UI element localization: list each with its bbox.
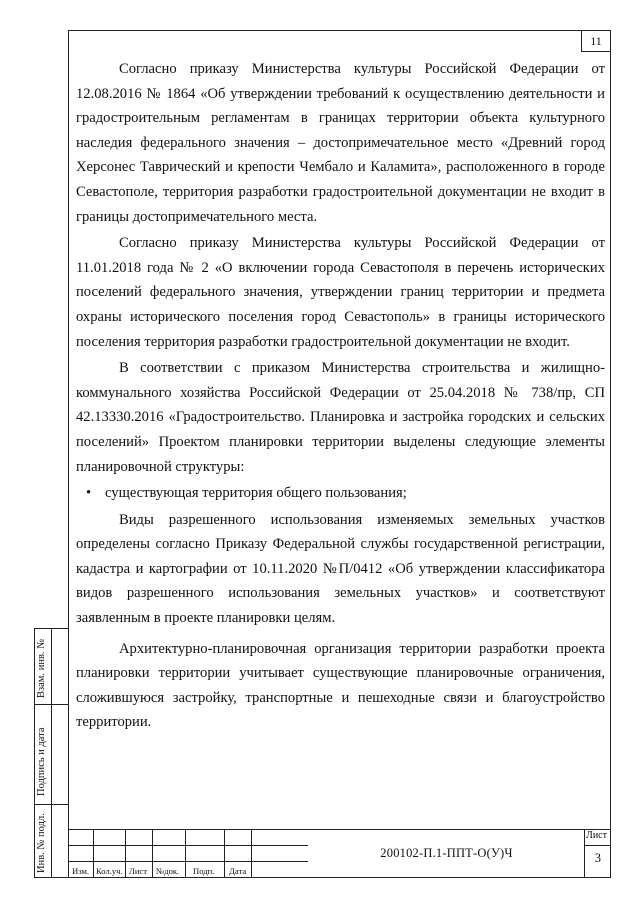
paragraph-5: Архитектурно-планировочная организация территории разработки проекта планировки территории учитывает существующие планировочные ограничения, сложившуюся застройку, транспортные и пешеходные связи и благоустройство территории. — [76, 640, 605, 731]
page-number: 11 — [581, 30, 611, 52]
bullet-icon: • — [86, 485, 92, 502]
document-code: 200102-П.1-ППТ-О(У)Ч — [380, 846, 513, 860]
bullet-item — [76, 481, 605, 506]
title-block — [68, 829, 611, 878]
side-label-podpis: Подпись и дата — [36, 727, 47, 796]
document-body — [76, 57, 605, 737]
sheet-label: Лист — [586, 830, 607, 841]
paragraph-1: Согласно приказу Министерства культуры Российской Федерации от 12.08.2016 № 1864 «Об утверждении требований к осуществлению деятельности и градостроительным регламентам в границах территории объекта культурного наследия федерального значения – достопримечательное место «Древний город Херсонес Таврический и крепости Чембало и Каламита», расположенного в городе Севастополе, территория разработки градостроительной документации не входит в границы достопримечательного места. — [76, 61, 605, 225]
stamp-label-list: Лист — [129, 866, 147, 876]
side-stamp — [34, 628, 68, 878]
bullet-text: существующая территория общего пользования; — [105, 485, 407, 502]
side-label-inv: Инв. № подл. — [36, 813, 47, 873]
stamp-label-data: Дата — [229, 866, 247, 876]
stamp-label-kolych: Кол.уч. — [96, 866, 123, 876]
side-value-column — [51, 628, 69, 878]
sheet-number: 3 — [594, 851, 601, 865]
stamp-label-ndok: №док. — [156, 866, 180, 876]
stamp-label-podp: Подп. — [193, 866, 215, 876]
paragraph-4: Виды разрешенного использования изменяемых земельных участков определены согласно Приказу Федеральной службы государственной регистрации, кадастра и картографии от 10.11.2020 №П/0412 «Об утверждении классификатора видов разрешенного использования земельных участков» и соответствуют заявленным в проекте планировки целям. — [76, 511, 605, 627]
paragraph-3: В соответствии с приказом Министерства строительства и жилищно-коммунального хозяйства Российской Федерации от 25.04.2018 № 738/пр, СП 42.13330.2016 «Градостроительство. Планировка и застройка городских и сельских поселений» Проектом планировки территории выделены следующие элементы планировочной структуры: — [76, 360, 605, 475]
stamp-label-izm: Изм. — [72, 866, 90, 876]
paragraph-2: Согласно приказу Министерства культуры Российской Федерации от 11.01.2018 года № 2 «О включении города Севастополя в перечень исторических поселений федерального значения, утверждении границ территории и предмета охраны исторического поселения город Севастополь» в границы исторического поселения территория разработки градостроительной документации не входит. — [76, 235, 605, 350]
side-label-vzam: Взам. инв. № — [36, 638, 47, 698]
